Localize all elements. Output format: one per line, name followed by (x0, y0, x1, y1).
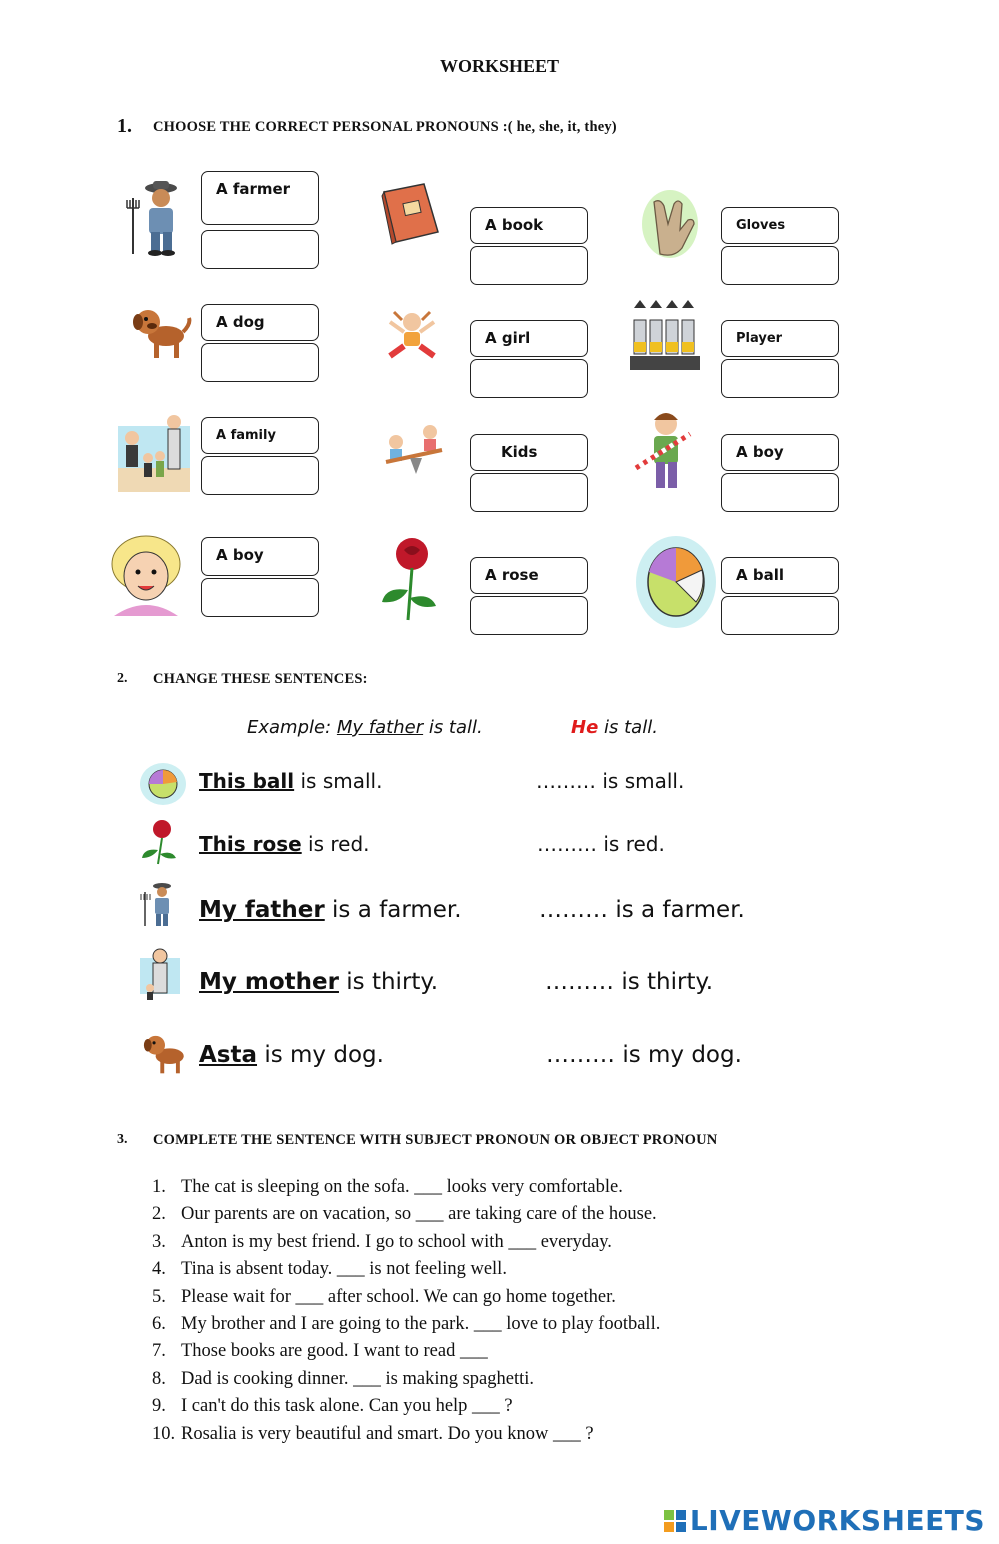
farmer-icon (125, 178, 193, 256)
section2-number: 2. (117, 671, 128, 686)
sentence-5: Asta is my dog. (199, 1042, 384, 1068)
example-sentence: Example: My father is tall. (247, 717, 483, 738)
page-title: WORKSHEET (439, 56, 560, 76)
answer-box-farmer[interactable] (201, 230, 319, 269)
ball-small-icon (138, 762, 188, 806)
label-box-family: A family (201, 417, 319, 454)
list-item[interactable]: 9. I can't do this task alone. Can you help ___ ? (152, 1396, 513, 1417)
list-item[interactable]: 7. Those books are good. I want to read ___ (152, 1341, 488, 1362)
answer-box-ball[interactable] (721, 596, 839, 635)
woman-face-icon (108, 534, 184, 616)
label-box-farmer: A farmer (201, 171, 319, 225)
label-box-dog: A dog (201, 304, 319, 341)
farmer-small-icon (140, 880, 180, 928)
rose-small-icon (138, 818, 180, 866)
label-box-kids: Kids (470, 434, 588, 471)
girl-icon (388, 310, 440, 364)
answer-box-kids[interactable] (470, 473, 588, 512)
answer-box-dog[interactable] (201, 343, 319, 382)
answer-2[interactable]: ……… is red. (537, 832, 665, 856)
list-item[interactable]: 1. The cat is sleeping on the sofa. ___ looks very comfortable. (152, 1177, 623, 1197)
label-box-boy: A boy (721, 434, 839, 471)
ball-icon (632, 530, 720, 630)
section2-heading: CHANGE THESE SENTENCES: (153, 671, 368, 687)
label-box-player: Player (721, 320, 839, 357)
answer-box-boy-2[interactable] (201, 578, 319, 617)
answer-box-rose[interactable] (470, 596, 588, 635)
sentence-2: This rose is red. (199, 832, 370, 856)
section1-number: 1. (117, 115, 132, 137)
label-box-gloves: Gloves (721, 207, 839, 244)
family-icon (118, 408, 190, 492)
answer-box-family[interactable] (201, 456, 319, 495)
answer-box-boy[interactable] (721, 473, 839, 512)
book-icon (380, 180, 442, 246)
boy-icon (632, 410, 696, 498)
logo-grid-icon (664, 1510, 686, 1532)
list-item[interactable]: 6. My brother and I are going to the park. ___ love to play football. (152, 1314, 661, 1335)
players-icon (630, 298, 700, 376)
kids-icon (380, 420, 448, 478)
example-answer: He is tall. (571, 717, 658, 738)
answer-5[interactable]: ……… is my dog. (546, 1042, 742, 1068)
answer-box-book[interactable] (470, 246, 588, 285)
label-box-ball: A ball (721, 557, 839, 594)
sentence-4: My mother is thirty. (199, 969, 439, 995)
answer-4[interactable]: ……… is thirty. (545, 969, 714, 995)
answer-box-gloves[interactable] (721, 246, 839, 285)
dog-small-icon (140, 1024, 190, 1082)
liveworksheets-logo[interactable] (664, 1504, 985, 1537)
exercise-list (152, 1174, 660, 1448)
section3-number: 3. (117, 1132, 128, 1147)
list-item[interactable]: 10. Rosalia is very beautiful and smart. Do you know ___ ? (152, 1423, 594, 1444)
answer-3[interactable]: ……… is a farmer. (539, 897, 745, 923)
section3-heading: COMPLETE THE SENTENCE WITH SUBJECT PRONOUN OR OBJECT PRONOUN (153, 1132, 718, 1148)
label-box-rose: A rose (470, 557, 588, 594)
logo-text: LIVEWORKSHEETS (689, 1504, 985, 1537)
sentence-1: This ball is small. (199, 769, 383, 793)
rose-icon (378, 536, 440, 622)
list-item[interactable]: 4. Tina is absent today. ___ is not feeling well. (152, 1259, 507, 1280)
dog-icon (128, 302, 192, 362)
label-box-girl: A girl (470, 320, 588, 357)
answer-box-player[interactable] (721, 359, 839, 398)
gloves-icon (640, 182, 702, 260)
list-item[interactable]: 5. Please wait for ___ after school. We can go home together. (152, 1286, 616, 1307)
mother-icon (140, 946, 180, 1004)
list-item[interactable]: 3. Anton is my best friend. I go to school with ___ everyday. (152, 1231, 612, 1252)
sentence-3: My father is a farmer. (199, 897, 462, 923)
answer-box-girl[interactable] (470, 359, 588, 398)
label-box-book: A book (470, 207, 588, 244)
answer-1[interactable]: ……… is small. (536, 769, 685, 793)
label-box-boy-2: A boy (201, 537, 319, 576)
section1-heading: CHOOSE THE CORRECT PERSONAL PRONOUNS :( he, she, it, they) (153, 119, 617, 135)
list-item[interactable]: 2. Our parents are on vacation, so ___ are taking care of the house. (152, 1204, 657, 1225)
list-item[interactable]: 8. Dad is cooking dinner. ___ is making spaghetti. (152, 1368, 534, 1389)
